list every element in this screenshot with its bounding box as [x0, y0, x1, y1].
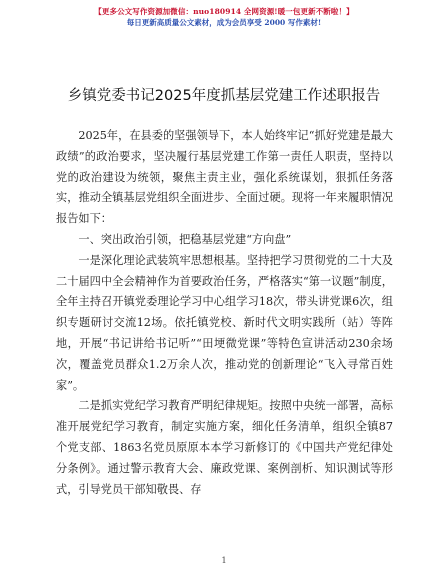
- page-number: 1: [221, 556, 227, 565]
- document-body: [56, 126, 393, 500]
- intro-paragraph: 2025年，在县委的坚强领导下，本人始终牢记“抓好党建是最大政绩”的政治要求，坚决履行基层党建工作第一责任人职责，坚持以党的政治建设为统领，聚焦主责主业，强化系统谋划，狠抓任务落实，推动全镇基层党组织全面进步、全面过硬。现将一年来履职情况报告如下：: [56, 129, 393, 226]
- section-heading: 一、突出政治引领，把稳基层党建“方向盘”: [78, 232, 292, 246]
- promo-banner-line2: 每日更新高质量公文素材，成为会员享受 2000 写作素材!: [126, 18, 322, 27]
- body-paragraph: 二是抓实党纪学习教育严明纪律规矩。按照中央统一部署，高标准开展党纪学习教育，制定实施方案，细化任务清单，组织全镇87个党支部、1863名党员原原本本学习新修订的《中国共产党纪律处分条例》。通过警示教育大会、廉政党课、案例剖析、知识测试等形式，引导党员干部知敬畏、存: [56, 399, 393, 496]
- promo-banner-line1: 【更多公文写作资源加微信：nuo180914 全网资源!暖一包更新不断啦！】: [94, 7, 354, 16]
- document-title: 乡镇党委书记2025年度抓基层党建工作述职报告: [67, 88, 381, 104]
- promo-banner: [0, 6, 448, 28]
- body-paragraph: 一是深化理论武装筑牢思想根基。坚持把学习贯彻党的二十大及二十届四中全会精神作为首要政治任务，严格落实“第一议题”制度，全年主持召开镇党委理论学习中心组学习18次，带头讲党课6次，组织专题研讨交流12场。依托镇党校、新时代文明实践所（站）等阵地，开展“书记讲给书记听”“田埂微党课”等特色宣讲活动230余场次，覆盖党员群众1.2万余人次，推动党的创新理论“飞入寻常百姓家”。: [56, 253, 393, 392]
